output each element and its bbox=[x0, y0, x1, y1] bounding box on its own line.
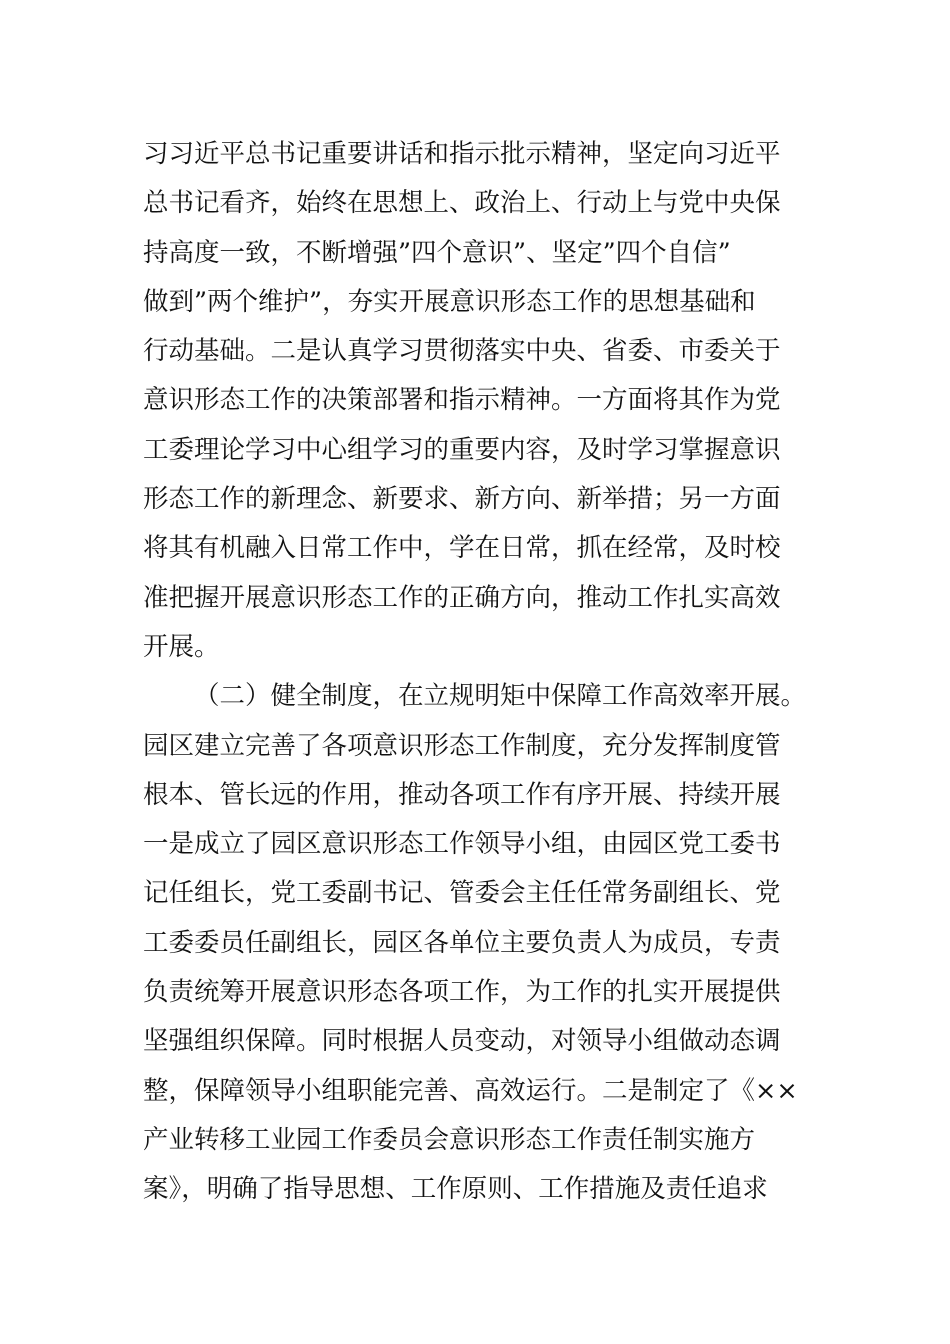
text-line: 一是成立了园区意识形态工作领导小组，由园区党工委书 bbox=[143, 829, 781, 860]
section-heading: （二）健全制度，在立规明矩中保障工作高效率开展。 bbox=[194, 681, 807, 712]
text-line: 记任组长，党工委副书记、管委会主任任常务副组长、党 bbox=[143, 878, 781, 909]
text-line: 行动基础。二是认真学习贯彻落实中央、省委、市委关于 bbox=[143, 336, 781, 367]
text-line: 园区建立完善了各项意识形态工作制度，充分发挥制度管 bbox=[143, 730, 781, 761]
text-line: 准把握开展意识形态工作的正确方向，推动工作扎实高效 bbox=[143, 582, 781, 613]
text-line: 持高度一致，不断增强”四个意识”、坚定”四个自信” bbox=[143, 237, 731, 268]
body-text bbox=[143, 130, 843, 1215]
text-line: 产业转移工业园工作委员会意识形态工作责任制实施方 bbox=[143, 1124, 756, 1155]
text-line: 总书记看齐，始终在思想上、政治上、行动上与党中央保 bbox=[143, 188, 781, 219]
text-line: 负责统筹开展意识形态各项工作，为工作的扎实开展提供 bbox=[143, 977, 781, 1008]
text-line: 工委委员任副组长，园区各单位主要负责人为成员，专责 bbox=[143, 927, 781, 958]
text-line: 开展。 bbox=[143, 631, 220, 662]
text-line: 案》，明确了指导思想、工作原则、工作措施及责任追求 bbox=[143, 1174, 768, 1205]
text-line: 意识形态工作的决策部署和指示精神。一方面将其作为党 bbox=[143, 385, 781, 416]
text-line: 做到”两个维护”，夯实开展意识形态工作的思想基础和 bbox=[143, 286, 756, 317]
text-line: 根本、管长远的作用，推动各项工作有序开展、持续开展 bbox=[143, 779, 781, 810]
text-line: 工委理论学习中心组学习的重要内容，及时学习掌握意识 bbox=[143, 434, 781, 465]
text-line: 形态工作的新理念、新要求、新方向、新举措；另一方面 bbox=[143, 484, 781, 515]
text-line: 整，保障领导小组职能完善、高效运行。二是制定了《×× bbox=[143, 1075, 798, 1106]
text-line: 将其有机融入日常工作中，学在日常，抓在经常，及时校 bbox=[143, 533, 781, 564]
text-line: 习习近平总书记重要讲话和指示批示精神，坚定向习近平 bbox=[143, 139, 781, 169]
text-line: 坚强组织保障。同时根据人员变动，对领导小组做动态调 bbox=[143, 1026, 781, 1057]
